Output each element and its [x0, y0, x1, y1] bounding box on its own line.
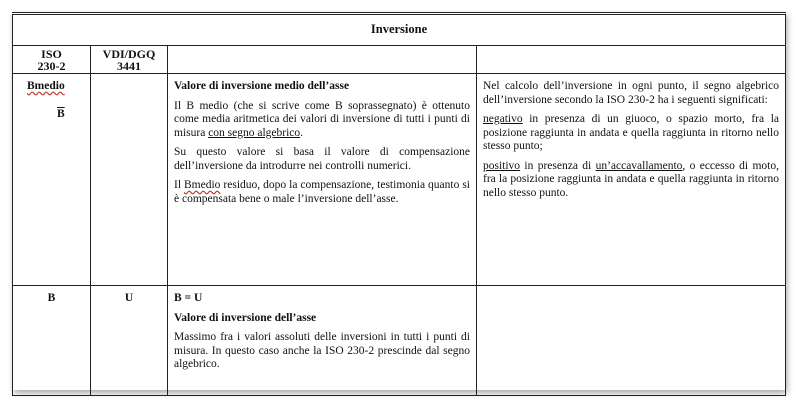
row1-notes-cell [477, 74, 786, 286]
header-iso-line1: ISO [41, 46, 62, 61]
row1-p3-spellcheck: Bmedio [184, 179, 221, 191]
row2-heading: Valore di inversione dell’asse [174, 311, 317, 324]
positivo-text-a: in presenza di [520, 159, 596, 172]
positivo-term: positivo [483, 159, 521, 172]
row1-p3-end: residuo, dopo la compensazione, testimonia quanto si è compensata bene o male l’inversione dell’asse. [174, 179, 470, 205]
row2-iso-code: B [13, 286, 91, 396]
b-bar-symbol: $\overline{B}$ [57, 107, 65, 120]
notes-paragraph-negativo [483, 113, 779, 154]
row2-description-cell [168, 286, 477, 396]
row1-iso-symbol-wrap [27, 94, 90, 122]
notes-paragraph-1: Nel calcolo dell’inversione in ogni punto, il segno algebrico dell’inversione secondo la ISO 230-2 ha i seguenti significati: [483, 80, 779, 106]
row1-p1-end: . [300, 126, 304, 139]
negativo-term: negativo [483, 113, 523, 125]
header-vdi-line1: VDI/DGQ [102, 46, 156, 61]
row2-formula: B = U [174, 292, 203, 304]
header-empty-notes [477, 46, 786, 74]
row1-heading: Valore di inversione medio dell’asse [174, 80, 350, 92]
accavallamento-term: un’accavallamento [595, 159, 683, 172]
row1-paragraph-2: Su questo valore si basa il valore di compensazione dell’inversione da introdurre nei controlli numerici. [174, 146, 470, 172]
inversione-table [12, 12, 786, 396]
row1-description-cell [168, 74, 477, 286]
header-iso [13, 46, 91, 74]
row1-iso-cell [13, 74, 91, 286]
row1-paragraph-3 [174, 179, 470, 206]
row1-p1-text: Il B medio (che si scrive come B soprassegnato) è ottenuto come media aritmetica dei valori di inversione di tutti i punti di misura [174, 99, 470, 139]
row1-vdi-cell [91, 74, 168, 286]
row1-iso-code: Bmedio [27, 80, 65, 92]
header-vdi-line2: 3441 [117, 58, 141, 73]
document-frame [12, 12, 785, 390]
table-title: Inversione [13, 14, 786, 46]
notes-paragraph-positivo [483, 160, 779, 201]
header-iso-line2: 230-2 [37, 58, 66, 73]
row2-paragraph-1: Massimo fra i valori assoluti delle inversioni in tutti i punti di misura. In questo caso anche la ISO 230-2 prescinde dal segno algebrico. [174, 331, 470, 370]
row1-p1-underlined: con segno algebrico [208, 126, 301, 139]
row1-p3-text: Il [174, 179, 185, 191]
negativo-text: in presenza di un giuoco, o spazio morto, fra la posizione raggiunta in andata e quella raggiunta in ritorno nello stesso punto; [483, 113, 779, 152]
row2-vdi-code: U [91, 286, 168, 396]
positivo-text-b: , o eccesso di moto, fra la posizione raggiunta in andata e quella raggiunta in ritorno nello stesso punto. [483, 159, 779, 199]
row2-notes-cell [477, 286, 786, 396]
row1-paragraph-1 [174, 100, 470, 141]
header-vdi [91, 46, 168, 74]
header-empty-description [168, 46, 477, 74]
